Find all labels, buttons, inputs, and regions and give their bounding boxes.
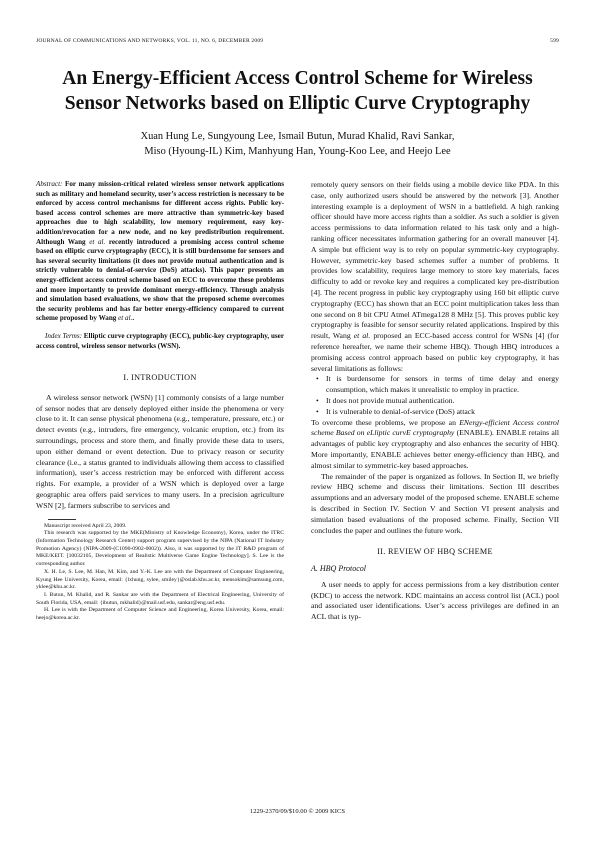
authors-line-1: Xuan Hung Le, Sungyoung Lee, Ismail Butun, Murad Khalid, Ravi Sankar, (140, 131, 455, 142)
index-terms-label: Index Terms: (45, 331, 82, 340)
footnote-affiliation-usf: I. Butun, M. Khalid, and R. Sankar are with the Department of Electrical Engineering, University of South Florida, USA, email: {ibutun, mkhalid}@mail.usf.edu, sankar@eng.usf.edu. (36, 591, 284, 606)
section-heading-review: II. REVIEW OF HBQ SCHEME (377, 547, 493, 557)
intro-paragraph-4: The remainder of the paper is organized as follows. In Section II, we briefly review HBQ scheme and discuss their limitations. Section III describes assumptions and an adversary model of the proposed scheme. ENABLE scheme is described in Section IV. Section V and Section VI present analysis and simulation based evaluations of the proposed scheme. Finally, Section VII concludes the paper and outlines the future work. (311, 471, 559, 535)
left-column (36, 180, 284, 623)
journal-info: JOURNAL OF COMMUNICATIONS AND NETWORKS, VOL. 11, NO. 6, DECEMBER 2009 (36, 38, 264, 44)
intro-etal: et al. (353, 331, 371, 341)
authors-line-2: Miso (Hyoung-IL) Kim, Manhyung Han, Young-Koo Lee, and Heejo Lee (144, 146, 451, 157)
footnote-affiliation-khu: X. H. Le, S. Lee, M. Han, M. Kim, and Y.-K. Lee are with the Department of Computer Engineering, Kyung Hee University, Korea, email: {lxhung, sylee, smiley}@oslab.khu.ac.kr, mensokim@samsung.com, yklee@khu.ac.kr. (36, 568, 284, 591)
abstract (36, 180, 284, 324)
list-item: • It is vulnerable to denial-of-service (DoS) attack (311, 407, 559, 418)
section-heading-introduction: I. INTRODUCTION (123, 373, 197, 383)
intro-paragraph-1: A wireless sensor network (WSN) [1] commonly consists of a large number of sensor nodes that are densely deployed either inside the phenomena or very close to it. It can sense physical phenomena (e.g., temperature, pressure, etc.) or detect events (e.g., intruders, fire emergency, volcanic eruption, etc.) from its surroundings, process and store them, and finally provide these data to users, upon either demand or event detection. Due to privacy reason or security clearance (i.e., a status granted to individuals allowing them access to classified information), user’s access restriction may be enforced with different access rights. For example, a provider of a WSN which is deployed over a large geographic area offers paid services to many users. In a precision agriculture WSN [2], farmers subscribe to services and (36, 392, 284, 510)
review-paragraph-1: A user needs to apply for access permissions from a key distribution center (KDC) to access the network. KDC maintains an access control list (ACL) pool and associated user identifications. User’s access privileges are defined in an ACL that is typ- (311, 579, 559, 622)
footnote-received: Manuscript received April 23, 2009. (44, 522, 127, 529)
abstract-text-1: For many mission-critical related wireless sensor network applications such as military and homeland security, user’s access restriction is necessary to be enforced by access control mechanisms for different access rights. Public key-based access control schemes are more attractive than symmetric-key based approaches due to high scalability, low memory requirement, easy key-addition/revocation for a new node, and no key predistribution requirement. Although Wang (36, 180, 284, 246)
index-terms-text: Elliptic curve cryptography (ECC), public-key cryptography, user access control, wireless sensor networks (WSN). (36, 331, 284, 350)
abstract-end: . (132, 314, 135, 323)
copyright-line: 1229-2370/09/$10.00 © 2009 KICS (249, 808, 346, 815)
right-column (311, 180, 559, 623)
footnote-divider (48, 519, 76, 520)
footnotes (36, 523, 284, 623)
intro-paragraph-2 (311, 180, 559, 374)
abstract-etal-2: et al. (118, 314, 133, 323)
abstract-text-2: recently introduced a promising access control scheme based on elliptic curve cryptography (ECC), it is still burdensome for sensors and has several security limitations (it does not provide mutual authentication and is strictly vulnerable to denial-of-service (DoS) attacks). This paper presents an energy-efficient access control scheme based on ECC to overcome these problems and more importantly to provide dominant energy-efficiency. Through analysis and simulation based evaluations, we show that the proposed scheme overcomes the security problems and has far better energy-efficiency compared to current scheme proposed by Wang (36, 237, 284, 323)
running-header (36, 38, 559, 44)
paper-title: An Energy-Efficient Access Control Scheme for Wireless Sensor Networks based on Elliptic Curve Cryptography (62, 68, 533, 114)
abstract-etal-1: et al. (89, 237, 106, 246)
intro-paragraph-3-b: (ENABLE). ENABLE retains all advantages of public key cryptography and also enhances the security of HBQ. More importantly, ENABLE achieves better energy-efficiency than HBQ, and almost similar to symmetric-key based approaches. (311, 428, 560, 470)
enable-expansion: ENergy-efficient Access control scheme Based on eLliptic curvE cryptography (311, 417, 560, 438)
footnote-affiliation-korea: H. Lee is with the Department of Computer Science and Engineering, Korea University, Korea, email: heejo@korea.ac.kr. (36, 607, 284, 622)
footnote-funding: This research was supported by the MKE(Ministry of Knowledge Economy), Korea, under the ITRC (Information Technology Research Center) support program supervised by the NIPA (National IT Industry Promotion Agency) (NIPA-2009-(C1090-0902-0002)). Also, it was supported by the IT R&D program of MKE/KEIT. [10032105, Development of Realistic Multiverse Game Engine Technology]. S. Lee is the corresponding author. (36, 530, 284, 568)
intro-paragraph-2-text: remotely query sensors on their fields using a mobile device like PDA. In this case, only authorized users should be answered by the network [3]. Another interesting example is a deployment of WSN in a battlefield. A high ranking officer should have more access rights than a soldier. As such a soldier is given access permissions to data information related to his task only and a high-ranking officer necessitates information gathering for an overall maneuver [4]. A simple but efficient way is to rely on popular symmetric-key cryptography. However, symmetric-key based schemes suffer a number of problems. It provides low scalability, requires large memory to store key materials, faces difficulty to add or revoke key and requires a complicated key pre-distribution [4]. The recent progress in public key cryptography using 160 bit elliptic curve cryptography (ECC) has shown that an ECC point multiplication takes less than one second on 8 bit CPU Atmel ATmega128 8 MHz [5]. This proves public key cryptography is feasible for sensor security related applications. Inspired by this result, Wang (311, 180, 559, 341)
intro-paragraph-3 (311, 418, 559, 472)
abstract-label: Abstract: (36, 180, 63, 188)
list-item: • It does not provide mutual authentication. (311, 396, 559, 407)
limitations-list (311, 374, 559, 417)
page-number: 599 (550, 38, 559, 44)
intro-paragraph-2-cont: proposed an ECC-based access control for WSNs [4] (for reference hereafter, we name their scheme HBQ). Though HBQ introduces a promising access control approach based on public key cryptography, it has several limitations as follows: (311, 331, 560, 373)
intro-paragraph-3-a: To overcome these problems, we propose an (311, 417, 456, 427)
index-terms (36, 332, 284, 351)
list-item: • It is burdensome for sensors in terms of time delay and energy consumption, which makes it unrealistic to employ in practice. (311, 374, 559, 396)
subsection-heading-hbq-protocol: A. HBQ Protocol (311, 564, 367, 574)
author-list (36, 129, 559, 159)
